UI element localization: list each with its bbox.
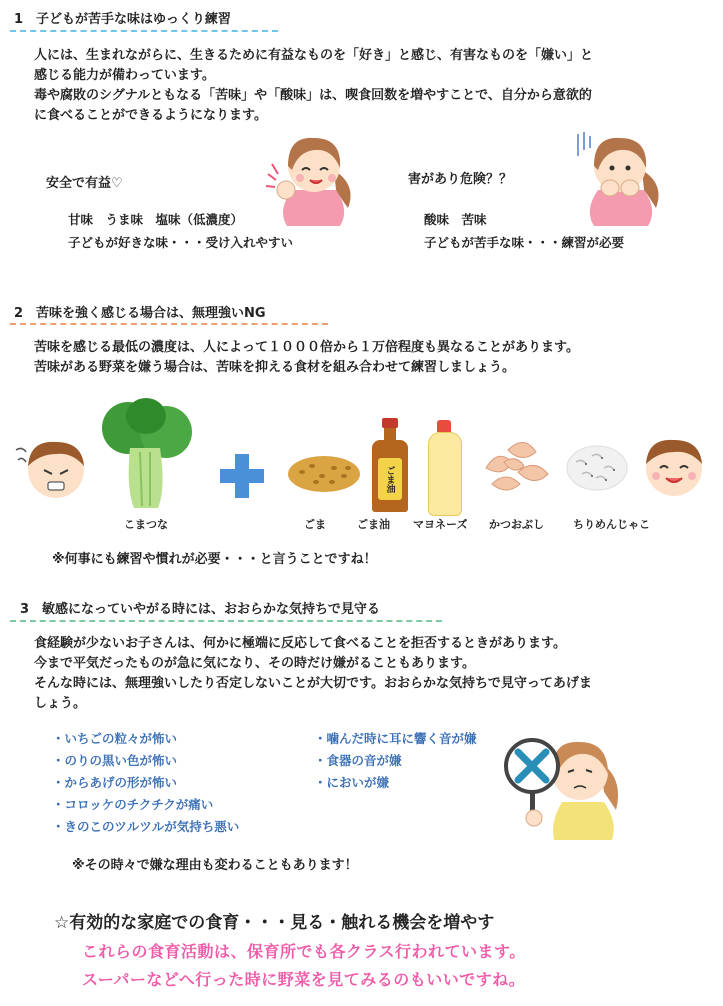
- chirimenjako-label: ちりめんじゃこ: [573, 518, 650, 531]
- crying-boy-illustration: [14, 432, 88, 502]
- danger-description: 子どもが苦手な味・・・練習が必要: [424, 235, 625, 250]
- section1-title: 1 子どもが苦手な味はゆっくり練習: [14, 12, 231, 27]
- mayonnaise-cap: [437, 420, 451, 432]
- list-item: ・のりの黒い色が怖い: [52, 753, 178, 768]
- goma-illustration: [286, 446, 362, 496]
- bottle-cap: [382, 418, 398, 428]
- section3-line: しょう。: [34, 696, 87, 711]
- komatsuna-label: こまつな: [124, 518, 168, 531]
- list-item: ・きのこのツルツルが気持ち悪い: [52, 819, 240, 834]
- section3-line: 今まで平気だったものが急に気になり、その時だけ嫌がることもあります。: [34, 656, 475, 671]
- section2-paragraph: [34, 338, 579, 378]
- katsuobushi-label: かつおぶし: [489, 518, 544, 531]
- mayonnaise-body: [428, 432, 462, 516]
- section1-divider: [10, 30, 278, 32]
- chirimenjako-illustration: [564, 438, 630, 494]
- section1-line: に食べることができるようになります。: [34, 108, 267, 123]
- section3-divider: [10, 620, 442, 622]
- plus-icon: [218, 452, 266, 500]
- safe-description: 子どもが好きな味・・・受け入れやすい: [68, 235, 294, 250]
- section2-line: 苦味がある野菜を嫌う場合は、苦味を抑える食材を組み合わせて練習しましょう。: [34, 360, 516, 375]
- closing-heading: ☆有効的な家庭での食育・・・見る・触れる機会を増やす: [54, 913, 495, 933]
- mayonnaise-bottle: [426, 420, 462, 514]
- section2-title: 2 苦味を強く感じる場合は、無理強いNG: [14, 306, 266, 321]
- safe-tastes: 甘味 うま味 塩味（低濃度）: [68, 212, 244, 227]
- mayonnaise-label: マヨネーズ: [413, 518, 468, 531]
- section1-line: 人には、生まれながらに、生きるために有益なものを「好き」と感じ、有害なものを「嫌い」と: [34, 48, 594, 63]
- happy-girl-illustration: [262, 130, 362, 228]
- dislike-reasons-list-right: [314, 728, 477, 794]
- bottle-neck: [384, 428, 396, 440]
- list-item: ・からあげの形が怖い: [52, 775, 178, 790]
- closing-line-2: スーパーなどへ行った時に野菜を見てみるのもいいですね。: [82, 970, 526, 989]
- closing-line-1: これらの食育活動は、保育所でも各クラス行われています。: [82, 942, 526, 961]
- danger-heading: 害があり危険？？: [408, 172, 513, 187]
- bottle-label: ごま油: [378, 458, 402, 500]
- section3-paragraph: [34, 634, 592, 714]
- katsuobushi-illustration: [478, 428, 554, 498]
- girl-with-x-sign-illustration: [500, 722, 630, 842]
- list-item: ・噛んだ時に耳に響く音が嫌: [314, 731, 477, 746]
- section2-line: 苦味を感じる最低の濃度は、人によって１０００倍から１万倍程度も異なることがあります。: [34, 340, 579, 355]
- dislike-reasons-list-left: [52, 728, 239, 838]
- section1-paragraph: [34, 46, 593, 126]
- list-item: ・においが嫌: [314, 775, 390, 790]
- list-item: ・いちごの粒々が怖い: [52, 731, 178, 746]
- safe-heading: 安全で有益♡: [46, 176, 123, 191]
- goma-label: ごま: [304, 518, 326, 531]
- section2-divider: [10, 323, 328, 325]
- happy-boy-illustration: [640, 432, 710, 498]
- section3-title: 3 敏感になっていやがる時には、おおらかな気持ちで見守る: [20, 602, 380, 617]
- list-item: ・食器の音が嫌: [314, 753, 402, 768]
- section1-line: 感じる能力が備わっています。: [34, 68, 215, 83]
- worried-girl-illustration: [570, 128, 670, 228]
- list-item: ・コロッケのチクチクが痛い: [52, 797, 214, 812]
- sesame-oil-bottle: [370, 418, 410, 514]
- section3-line: そんな時には、無理強いしたり否定しないことが大切です。おおらかな気持ちで見守ってあげま: [34, 676, 592, 691]
- section1-line: 毒や腐敗のシグナルともなる「苦味」や「酸味」は、喫食回数を増やすことで、自分から意欲的: [34, 88, 592, 103]
- komatsuna-illustration: [96, 398, 196, 514]
- section2-note: ※何事にも練習や慣れが必要・・・と言うことですね！: [52, 552, 377, 567]
- section3-line: 食経験が少ないお子さんは、何かに極端に反応して食べることを拒否するときがあります。: [34, 636, 566, 651]
- danger-tastes: 酸味 苦味: [424, 212, 487, 227]
- section3-note: ※その時々で嫌な理由も変わることもあります！: [72, 858, 358, 873]
- sesame-oil-label: ごま油: [357, 518, 390, 531]
